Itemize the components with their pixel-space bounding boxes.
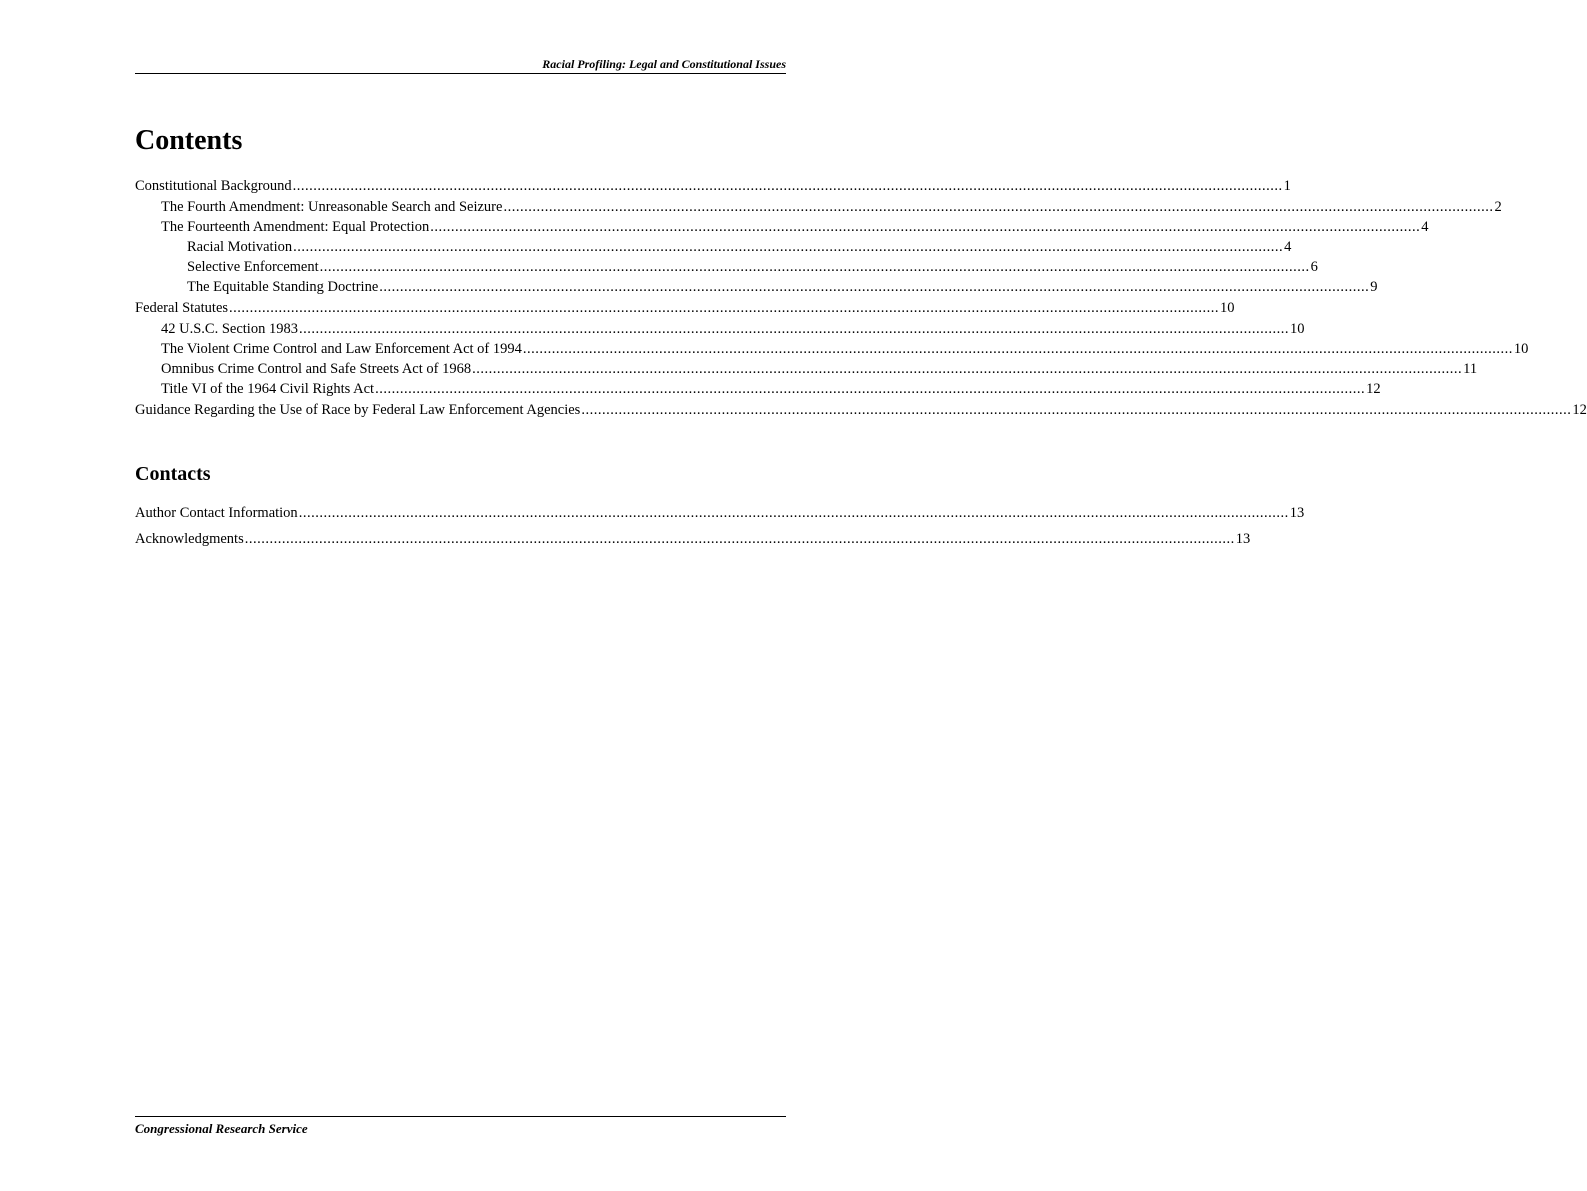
dot-leader: ................................................................................................................................................................................................................................................ [522, 341, 1513, 357]
toc-entry[interactable] [135, 379, 1381, 399]
table-of-contents [135, 176, 1587, 420]
dot-leader: ................................................................................................................................................................................................................................................ [379, 279, 1370, 295]
contacts-list [135, 500, 1305, 552]
dot-leader: ................................................................................................................................................................................................................................................ [244, 531, 1235, 547]
dot-leader: ................................................................................................................................................................................................................................................ [319, 259, 1310, 275]
toc-entry-title: Author Contact Information [135, 505, 298, 521]
toc-entry[interactable] [135, 319, 1305, 339]
toc-entry[interactable] [135, 217, 1429, 237]
dot-leader: ................................................................................................................................................................................................................................................ [472, 361, 1463, 377]
toc-entry-page: 13 [1235, 531, 1251, 547]
toc-entry-page: 4 [1284, 239, 1292, 255]
running-header: Racial Profiling: Legal and Constitutional Issues [542, 57, 786, 71]
toc-entry[interactable] [135, 298, 1235, 318]
running-footer: Congressional Research Service [135, 1121, 308, 1136]
dot-leader: ................................................................................................................................................................................................................................................ [375, 381, 1366, 397]
toc-entry[interactable] [135, 400, 1587, 420]
header-divider [135, 73, 786, 74]
dot-leader: ................................................................................................................................................................................................................................................ [298, 505, 1289, 521]
dot-leader: ................................................................................................................................................................................................................................................ [503, 199, 1494, 215]
toc-entry[interactable] [135, 176, 1291, 196]
contacts-heading: Contacts [135, 463, 211, 485]
toc-entry-page: 10 [1289, 321, 1305, 337]
toc-entry-title: Title VI of the 1964 Civil Rights Act [161, 381, 375, 397]
toc-entry-title: Omnibus Crime Control and Safe Streets Act of 1968 [161, 361, 472, 377]
toc-entry-page: 2 [1494, 199, 1502, 215]
toc-entry-title: Constitutional Background [135, 178, 292, 194]
dot-leader: ................................................................................................................................................................................................................................................ [298, 321, 1289, 337]
contents-heading: Contents [135, 125, 243, 156]
toc-entry-title: The Fourth Amendment: Unreasonable Search and Seizure [161, 199, 503, 215]
toc-entry[interactable] [135, 237, 1292, 257]
toc-entry-page: 9 [1370, 279, 1378, 295]
toc-entry[interactable] [135, 257, 1318, 277]
toc-entry-page: 11 [1463, 361, 1478, 377]
footer-divider [135, 1116, 786, 1117]
dot-leader: ................................................................................................................................................................................................................................................ [581, 402, 1572, 418]
toc-entry-page: 4 [1421, 219, 1429, 235]
toc-entry-page: 1 [1283, 178, 1291, 194]
dot-leader: ................................................................................................................................................................................................................................................ [430, 219, 1421, 235]
toc-entry-title: The Violent Crime Control and Law Enforcement Act of 1994 [161, 341, 522, 357]
toc-entry[interactable] [135, 500, 1305, 526]
toc-entry-title: The Fourteenth Amendment: Equal Protection [161, 219, 430, 235]
toc-entry[interactable] [135, 197, 1502, 217]
toc-entry-page: 13 [1289, 505, 1305, 521]
toc-entry-title: The Equitable Standing Doctrine [187, 279, 379, 295]
toc-entry-title: Guidance Regarding the Use of Race by Federal Law Enforcement Agencies [135, 402, 581, 418]
toc-entry-title: 42 U.S.C. Section 1983 [161, 321, 298, 337]
dot-leader: ................................................................................................................................................................................................................................................ [229, 300, 1220, 316]
toc-entry-page: 10 [1220, 300, 1235, 316]
toc-entry[interactable] [135, 359, 1478, 379]
toc-entry-page: 12 [1572, 402, 1587, 418]
toc-entry-title: Racial Motivation [187, 239, 293, 255]
toc-entry-page: 10 [1513, 341, 1529, 357]
toc-entry-page: 12 [1366, 381, 1381, 397]
toc-entry-page: 6 [1310, 259, 1318, 275]
dot-leader: ................................................................................................................................................................................................................................................ [293, 239, 1284, 255]
toc-entry-title: Federal Statutes [135, 300, 229, 316]
toc-entry-title: Selective Enforcement [187, 259, 319, 275]
toc-entry[interactable] [135, 277, 1378, 297]
toc-entry-title: Acknowledgments [135, 531, 244, 547]
toc-entry[interactable] [135, 339, 1529, 359]
toc-entry[interactable] [135, 526, 1251, 552]
dot-leader: ................................................................................................................................................................................................................................................ [292, 178, 1283, 194]
